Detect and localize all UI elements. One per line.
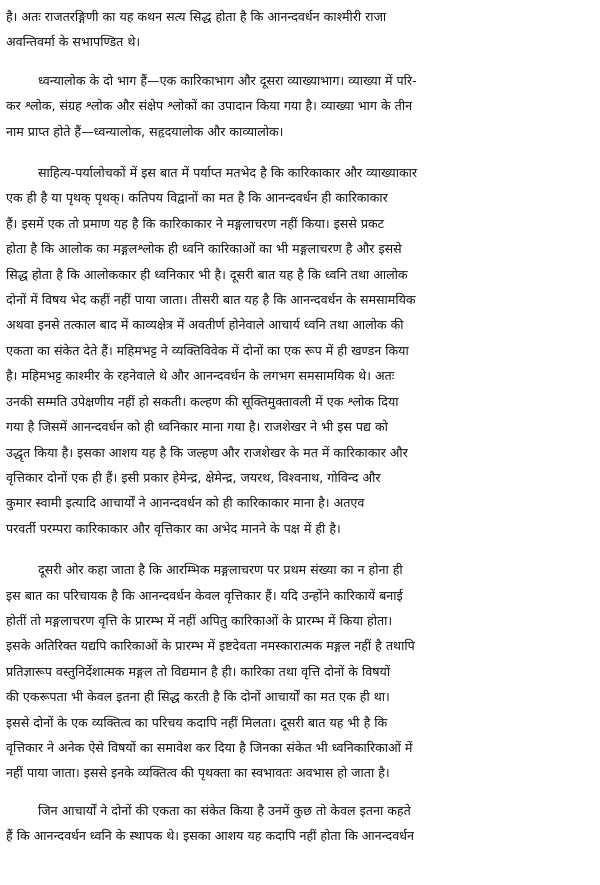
text-line: कुमार स्वामी इत्यादि आचार्यों ने आनन्दवर्धन को ही कारिकाकार माना है। अतएव bbox=[6, 495, 365, 511]
text-line: हैं कि आनन्दवर्धन ध्वनि के स्थापक थे। इसका आशय यह कदापि नहीं होता कि आनन्दवर्धन bbox=[6, 828, 414, 844]
text-line: उनकी सम्मति उपेक्षणीय नहीं हो सकती। कल्हण की सूक्तिमुक्तावली में एक श्लोक दिया bbox=[6, 393, 399, 409]
text-line: इससे दोनों के एक व्यक्तित्व का परिचय कदापि नहीं मिलता। दूसरी बात यह भी है कि bbox=[6, 714, 388, 730]
text-line: एकता का संकेत देते हैं। महिमभट्ट ने व्यक्तिविवेक में दोनों का एक रूप में ही खण्डन किया bbox=[6, 342, 409, 358]
paragraph-acharyas-unity bbox=[6, 798, 592, 849]
text-line: दोनों में विषय भेद कहीं नहीं पाया जाता। तीसरी बात यह है कि आनन्दवर्धन के समसामयिक bbox=[6, 292, 416, 308]
paragraph-dhvanyaloka-parts bbox=[6, 68, 592, 144]
text-line: परवर्ती परम्परा कारिकाकार और वृत्तिकार का अभेद मानने के पक्ष में ही है। bbox=[6, 520, 341, 536]
text-line: उद्धृत किया है। इसका आशय यह है कि जल्हण और राजशेखर के मत में कारिकाकार और bbox=[6, 444, 408, 460]
text-line: इसके अतिरिक्त यद्यपि कारिकाओं के प्रारम्भ में इष्टदेवता नमस्कारात्मक मङ्गल नहीं है तथापि bbox=[6, 638, 415, 654]
text-line: गया है जिसमें आनन्दवर्धन को ही ध्वनिकार माना गया है। राजशेखर ने भी इस पद्य को bbox=[6, 419, 388, 435]
text-line: कर श्लोक, संग्रह श्लोक और संक्षेप श्लोकों का उपादान किया गया है। व्याख्या भाग के तीन bbox=[6, 98, 413, 114]
text-line: अवन्तिवर्मा के सभापण्डित थे। bbox=[6, 34, 141, 50]
text-line: होतीं तो मङ्गलाचरण वृत्ति के प्रारम्भ में नहीं अपितु कारिकाओं के प्रारम्भ में किया होता। bbox=[6, 612, 393, 628]
text-line: वृत्तिकार ने अनेक ऐसे विषयों का समावेश कर दिया है जिनका संकेत भी ध्वनिकारिकाओं में bbox=[6, 739, 413, 755]
text-line: वृत्तिकार दोनों एक ही हैं। इसी प्रकार हेमेन्द्र, क्षेमेन्द्र, जयरथ, विश्वनाथ, गोविन्द और bbox=[6, 469, 381, 485]
text-line: की एकरूपता भी केवल इतना ही सिद्ध करती है कि दोनों आचार्यों का मत एक ही था। bbox=[6, 689, 390, 705]
text-line: एक ही है या पृथक् पृथक्। कतिपय विद्वानों का मत है कि आनन्दवर्धन ही कारिकाकार bbox=[6, 190, 388, 206]
text-line: सिद्ध होता है कि आलोककार ही ध्वनिकार भी है। दूसरी बात यह है कि ध्वनि तथा आलोक bbox=[6, 266, 408, 282]
text-line: होता है कि आलोक का मङ्गलश्लोक ही ध्वनि कारिकाओं का भी मङ्गलाचरण है और इससे bbox=[6, 241, 402, 257]
text-line: प्रतिज्ञारूप वस्तुनिर्देशात्मक मङ्गल तो विद्यमान है ही। कारिका तथा वृत्ति दोनों के विषयों bbox=[6, 663, 391, 679]
text-line: साहित्य-पर्यालोचकों में इस बात में पर्याप्त मतभेद है कि कारिकाकार और व्याख्याकार bbox=[38, 165, 418, 181]
paragraph-authorship-debate bbox=[6, 160, 592, 541]
text-line: नहीं पाया जाता। इससे इनके व्यक्तित्व की पृथक्ता का स्वभावतः अवभास हो जाता है। bbox=[6, 765, 390, 781]
paragraph-rajatarangini-conclusion bbox=[6, 4, 592, 55]
text-line: नाम प्राप्त होते हैं—ध्वन्यालोक, सहृदयालोक और काव्यालोक। bbox=[6, 123, 284, 139]
text-line: है। अतः राजतरङ्गिणी का यह कथन सत्य सिद्ध होता है कि आनन्दवर्धन काश्मीरी राजा bbox=[6, 9, 387, 24]
text-line: इस बात का परिचायक है कि आनन्दवर्धन केवल वृत्तिकार हैं। यदि उन्होंने कारिकायें बनाई bbox=[6, 587, 403, 603]
text-line: अथवा इनसे तत्काल बाद में काव्यक्षेत्र में अवतीर्ण होनेवाले आचार्य ध्वनि तथा आलोक की bbox=[6, 317, 404, 333]
text-line: है। महिमभट्ट काश्मीर के रहनेवाले थे और आनन्दवर्धन के लगभग समसामयिक थे। अतः bbox=[6, 368, 395, 384]
text-line: जिन आचार्यों ने दोनों की एकता का संकेत किया है उनमें कुछ तो केवल इतना कहते bbox=[38, 802, 411, 818]
paragraph-counter-argument bbox=[6, 557, 592, 786]
text-line: हैं। इसमें एक तो प्रमाण यह है कि कारिकाकार ने मङ्गलाचरण नहीं किया। इससे प्रकट bbox=[6, 215, 385, 231]
text-line: ध्वन्यालोक के दो भाग हैं—एक कारिकाभाग और दूसरा व्याख्याभाग। व्याख्या में परि- bbox=[38, 72, 417, 88]
text-line: दूसरी ओर कहा जाता है कि आरम्भिक मङ्गलाचरण पर प्रथम संख्या का न होना ही bbox=[38, 562, 403, 578]
